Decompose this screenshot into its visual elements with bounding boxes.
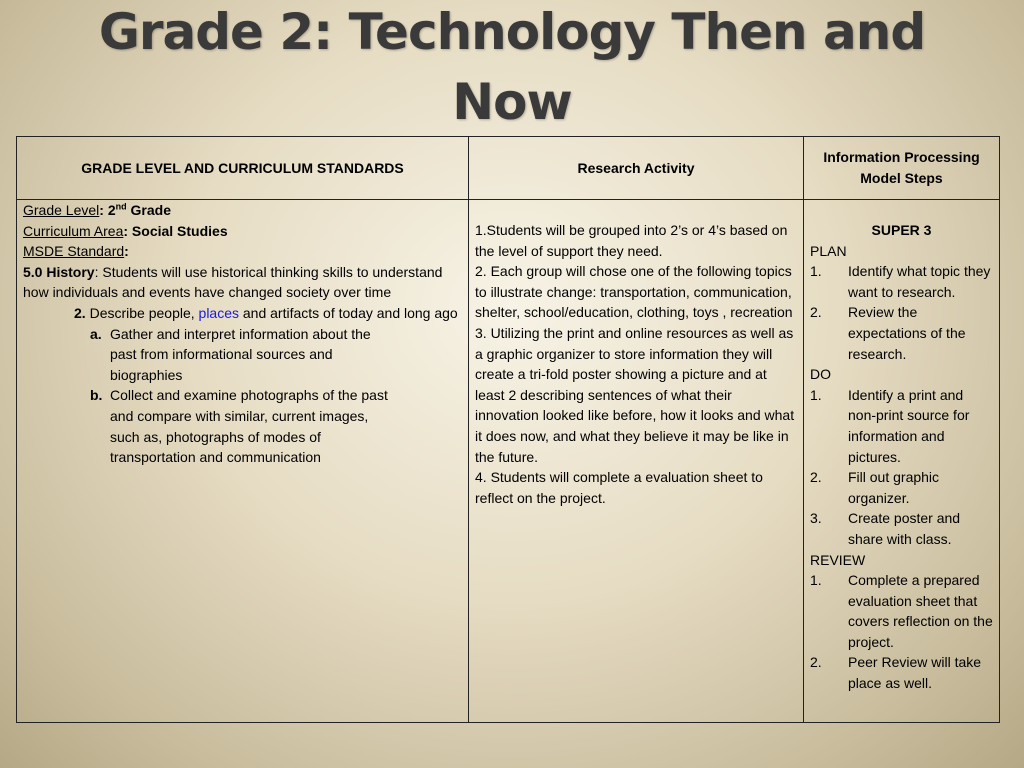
review-step: [810, 570, 993, 652]
research-step-1: 1.Students will be grouped into 2’s or 4’s based on the level of support they need.: [475, 222, 788, 259]
slide-title: [0, 0, 1024, 140]
plan-step-number: 2.: [810, 304, 822, 321]
standards-cell: [17, 200, 469, 723]
do-step-text: Identify a print and non-print source for information and pictures.: [848, 386, 970, 465]
review-label: REVIEW: [810, 551, 866, 568]
table-header-row: [17, 137, 1000, 200]
msde-standard-line: [23, 241, 462, 262]
history-standard: [23, 262, 462, 303]
grade-level-value: [99, 202, 171, 218]
header-standards: GRADE LEVEL AND CURRICULUM STANDARDS: [17, 137, 469, 200]
do-label: DO: [810, 366, 831, 383]
plan-step: [810, 261, 993, 302]
review-step-number: 1.: [810, 572, 822, 589]
slide-title-line-1: Grade 2: Technology Then and: [98, 3, 926, 61]
curriculum-table: [16, 136, 1000, 723]
grade-level-label: Grade Level: [23, 202, 100, 218]
grade-level-suffix: Grade: [126, 202, 171, 218]
do-step: [810, 467, 993, 508]
table-body-row: [17, 200, 1000, 723]
do-step: [810, 508, 993, 549]
curriculum-area-label: Curriculum Area: [23, 222, 124, 239]
curriculum-area-line: [23, 221, 462, 242]
do-step-text: Fill out graphic organizer.: [848, 469, 940, 506]
grade-level-prefix: : 2: [99, 202, 116, 218]
msde-standard-colon: :: [124, 243, 129, 260]
item-2-text-b: and artifacts of today and long ago: [239, 304, 458, 321]
plan-step-number: 1.: [810, 263, 822, 280]
sub-item-a: [23, 324, 462, 386]
item-2-label: 2.: [74, 304, 86, 321]
plan-step-text: Identify what topic they want to research.: [848, 263, 991, 300]
sub-item-a-text: Gather and interpret information about the past from informational sources and biographies: [110, 325, 371, 383]
msde-standard-label: MSDE Standard: [23, 243, 125, 260]
history-label: 5.0 History: [23, 263, 95, 280]
sub-item-b: [23, 385, 462, 467]
super3-heading: SUPER 3: [871, 222, 932, 238]
do-step-number: 2.: [810, 469, 822, 486]
review-step-number: 2.: [810, 654, 822, 671]
curriculum-area-value: : Social Studies: [123, 222, 228, 239]
standard-item-2: [23, 303, 462, 324]
review-step-text: Complete a prepared evaluation sheet that covers reflection on the project.: [848, 572, 993, 650]
header-research: Research Activity: [469, 137, 804, 200]
review-step: [810, 652, 993, 693]
research-step-3: 3. Utilizing the print and online resources as well as a graphic organizer to store information they will create a tri-fold poster showing a picture and at least 2 describing sentences of what their innovation looked like before, how it looks and what it does now, and what they believe it may be like in the future.: [475, 324, 795, 465]
sub-item-a-label: a.: [90, 325, 102, 342]
history-text: : Students will use historical thinking skills to understand how individuals and events have changed society over time: [23, 263, 443, 301]
plan-label: PLAN: [810, 242, 847, 259]
sub-item-b-label: b.: [90, 387, 103, 404]
sub-item-b-text: Collect and examine photographs of the past and compare with similar, current images, such as, photographs of modes of transportation and communication: [110, 387, 388, 466]
do-step: [810, 385, 993, 467]
grade-level-line: [23, 200, 462, 221]
review-step-text: Peer Review will take place as well.: [848, 654, 982, 692]
do-step-text: Create poster and share with class.: [848, 510, 961, 547]
research-step-2: 2. Each group will chose one of the following topics to illustrate change: transportation, communication, shelter, school/education, clothing, toys , recreation: [475, 263, 793, 321]
item-2-text-a: Describe people,: [85, 304, 199, 321]
research-step-4: 4. Students will complete a evaluation sheet to reflect on the project.: [475, 469, 763, 506]
do-step-number: 1.: [810, 386, 822, 403]
research-cell: [469, 200, 804, 723]
model-steps-cell: [804, 200, 1000, 723]
header-model-steps: Information Processing Model Steps: [804, 137, 1000, 200]
plan-step: [810, 302, 993, 364]
plan-step-text: Review the expectations of the research.: [848, 304, 966, 362]
do-step-number: 3.: [810, 510, 822, 527]
grade-level-sup: nd: [115, 201, 127, 212]
places-link[interactable]: places: [198, 304, 239, 321]
slide-title-line-2: Now: [452, 73, 572, 131]
